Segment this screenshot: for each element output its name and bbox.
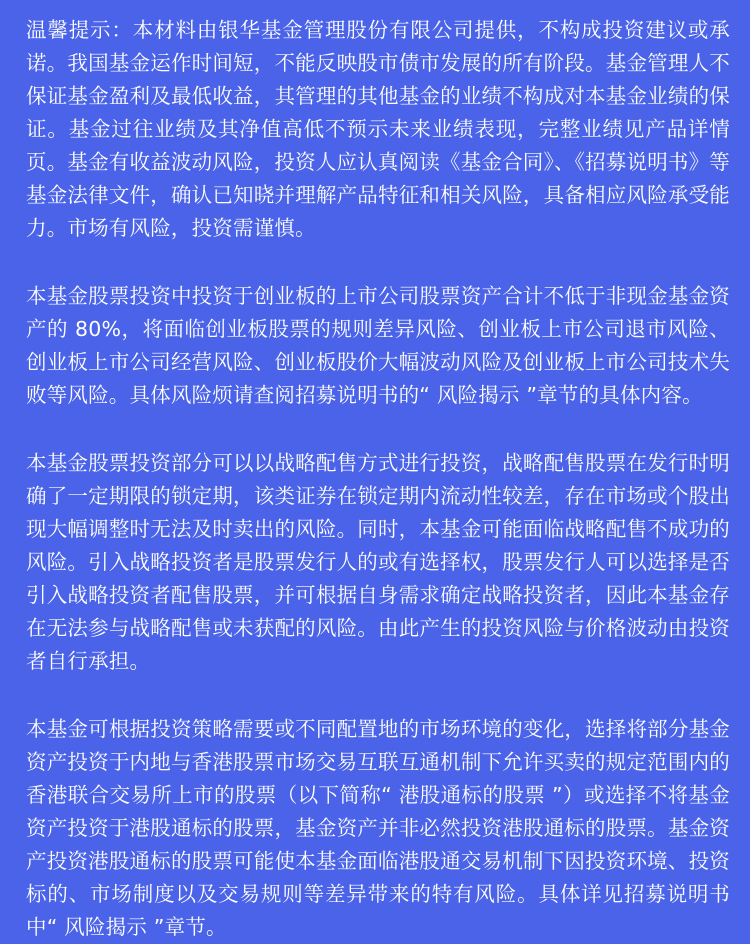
- disclaimer-paragraph-1: 温馨提示：本材料由银华基金管理股份有限公司提供，不构成投资建议或承诺。我国基金运作时间短，不能反映股市债市发展的所有阶段。基金管理人不保证基金盈利及最低收益，其管理的其他基金的业绩不构成对本基金业绩的保证。基金过往业绩及其净值高低不预示未来业绩表现，完整业绩见产品详情页。基金有收益波动风险，投资人应认真阅读《基金合同》、《招募说明书》等基金法律文件，确认已知晓并理解产品特征和相关风险，具备相应风险承受能力。市场有风险，投资需谨慎。: [26, 18, 730, 240]
- disclaimer-paragraph-4: 本基金可根据投资策略需要或不同配置地的市场环境的变化，选择将部分基金资产投资于内地与香港股票市场交易互联互通机制下允许买卖的规定范围内的香港联合交易所上市的股票（以下简称“ 港股通标的股票 ”）或选择不将基金资产投资于港股通标的股票，基金资产并非必然投资港股通标的股票。基金资产投资港股通标的股票可能使本基金面临港股通交易机制下因投资环境、投资标的、市场制度以及交易规则等差异带来的特有风险。具体详见招募说明书中“ 风险揭示 ”章节。: [26, 717, 730, 939]
- disclaimer-paragraph-2: 本基金股票投资中投资于创业板的上市公司股票资产合计不低于非现金基金资产的 80%，将面临创业板股票的规则差异风险、创业板上市公司退市风险、创业板上市公司经营风险、创业板股价大幅波动风险及创业板上市公司技术失败等风险。具体风险烦请查阅招募说明书的“ 风险揭示 ”章节的具体内容。: [26, 284, 730, 407]
- disclaimer-paragraph-3: 本基金股票投资部分可以以战略配售方式进行投资，战略配售股票在发行时明确了一定期限的锁定期，该类证券在锁定期内流动性较差，存在市场或个股出现大幅调整时无法及时卖出的风险。同时，本基金可能面临战略配售不成功的风险。引入战略投资者是股票发行人的或有选择权，股票发行人可以选择是否引入战略投资者配售股票，并可根据自身需求确定战略投资者，因此本基金存在无法参与战略配售或未获配的风险。由此产生的投资风险与价格波动由投资者自行承担。: [26, 451, 730, 673]
